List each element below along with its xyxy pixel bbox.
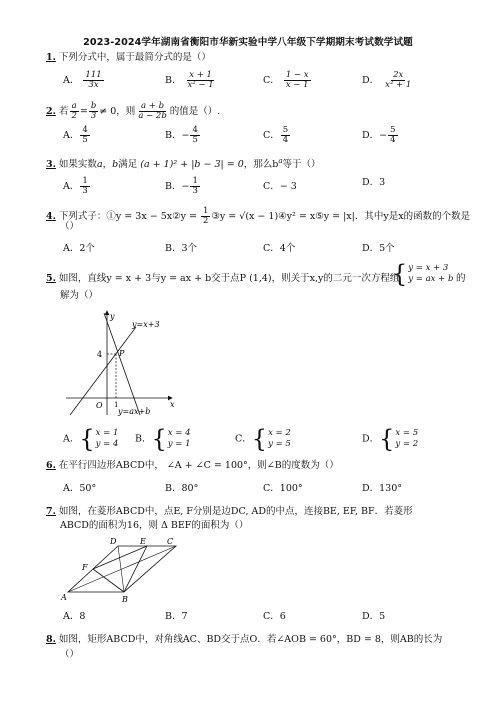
- option-letter: C．: [263, 130, 280, 141]
- option-letter: D．: [362, 75, 380, 86]
- x-axis-label: x: [170, 400, 175, 409]
- q5-graph: [60, 305, 180, 420]
- y-axis-label: y: [110, 312, 115, 321]
- option-letter: B．: [165, 243, 182, 254]
- question-text: 如图，在菱形ABCD中，点E, F分别是边DC, AD的中点，连接BE, EF, BF．若菱形: [58, 506, 413, 517]
- equation-row: y = x + 3: [408, 263, 449, 273]
- option-letter: C．: [263, 75, 280, 86]
- option-letter: A．: [63, 483, 80, 494]
- segment-ef: [93, 546, 147, 569]
- option-text: 4个: [279, 243, 296, 254]
- label-d: D: [110, 537, 117, 546]
- label-e: E: [140, 537, 146, 546]
- q3-option-b[interactable]: [165, 177, 201, 196]
- equation-system: { y = x + 3 y = ax + b: [392, 260, 454, 288]
- question-6: [46, 460, 339, 472]
- question-text: 等于（）: [282, 159, 321, 171]
- option-letter: C．: [263, 243, 280, 254]
- option-letter: A．: [63, 243, 80, 254]
- tick-label-x: 1: [114, 401, 119, 409]
- question-8-line-2: （）: [60, 649, 80, 660]
- q6-option-c[interactable]: [263, 483, 303, 495]
- question-8: [46, 634, 442, 646]
- q4-option-d[interactable]: [362, 243, 395, 255]
- tick-label-y: 4: [97, 350, 103, 359]
- question-text: 如果实数: [58, 159, 97, 171]
- q4-option-c[interactable]: [263, 243, 295, 255]
- question-5-end: 的: [456, 273, 466, 284]
- question-text: 满足: [118, 159, 138, 171]
- option-letter: D．: [362, 177, 380, 188]
- option-fraction: $\frac{4}{5}$: [192, 125, 198, 145]
- option-fraction: $\frac{111}{3x}$: [85, 70, 102, 90]
- segment-be: [124, 546, 147, 592]
- q3-option-d[interactable]: [362, 177, 385, 189]
- option-fraction: $\frac{1 - x}{x - 1}$: [285, 70, 309, 90]
- option-text: 6: [279, 611, 286, 622]
- question-number: 4.: [46, 211, 56, 222]
- fraction-expression: $\frac{a + b}{a - 2b}$: [138, 101, 167, 121]
- option-sign: −: [181, 130, 190, 141]
- variable-b: b: [112, 159, 119, 171]
- question-text: 下列分式中，属于最简分式的是（）: [58, 52, 211, 63]
- label-a: A: [61, 593, 67, 602]
- label-c: C: [167, 537, 174, 546]
- fraction-b-3: $\frac{b}{3}$: [90, 101, 97, 121]
- q3-option-a[interactable]: [63, 177, 91, 196]
- question-number: 3.: [46, 159, 56, 171]
- question-text: 在平行四边形ABCD中， ∠A + ∠C = 100°，则∠B的度数为（）: [58, 460, 339, 471]
- option-text: 3个: [181, 243, 198, 254]
- q6-option-a[interactable]: [63, 483, 96, 495]
- question-7-line-2: ABCD的面积为16，则 Δ BEF的面积为（）: [60, 520, 249, 531]
- point-p-label: P: [119, 349, 125, 358]
- equation-row: y = ax + b: [408, 274, 454, 284]
- label-f: F: [82, 563, 88, 572]
- page-title: 2023-2024学年湖南省衡阳市华新实验中学八年级下学期期末考试数学试题: [83, 37, 413, 48]
- option-text: 2个: [79, 243, 95, 254]
- label-b: B: [122, 595, 128, 604]
- option-fraction: $\frac{5}{4}$: [282, 125, 289, 145]
- option-fraction: $\frac{2x}{\text{x² + 1}}$: [385, 70, 412, 90]
- option-text: − 3: [279, 181, 297, 192]
- option-letter: B．: [165, 130, 182, 141]
- q4-option-b[interactable]: [165, 243, 197, 255]
- option-letter: C．: [263, 611, 280, 622]
- q6-option-d[interactable]: [362, 483, 402, 495]
- option-sign: −: [181, 181, 190, 192]
- question-5: [46, 273, 399, 285]
- option-fraction: $\frac{5}{4}$: [390, 125, 396, 145]
- q7-option-b[interactable]: [165, 611, 188, 623]
- option-text: 3: [379, 177, 386, 188]
- q1-option-a[interactable]: [63, 71, 105, 90]
- option-letter: D．: [362, 483, 380, 494]
- option-letter: D．: [362, 243, 380, 254]
- question-text: 如图，矩形ABCD中，对角线AC、BD交于点O．若∠AOB = 60°，BD = 8，则AB的长为: [58, 634, 443, 645]
- line-label-2: y=ax+b: [118, 407, 151, 416]
- question-text: 下列式子：①y = 3x − 5x②y =: [58, 211, 200, 222]
- segment-bf: [93, 569, 124, 592]
- comma: ，: [102, 159, 113, 171]
- question-5-line-2: 解为（）: [60, 290, 99, 301]
- line-label-1: y=x+3: [132, 320, 160, 329]
- q1-option-c[interactable]: [263, 71, 312, 90]
- option-letter: A．: [63, 75, 80, 86]
- option-sign: −: [379, 130, 388, 141]
- q2-option-d[interactable]: [362, 126, 399, 145]
- option-text: 80°: [181, 483, 199, 494]
- question-text: 若: [58, 106, 69, 117]
- fraction-a-2: $\frac{a}{2}$: [71, 101, 77, 121]
- question-4: [46, 207, 470, 226]
- question-number: 1.: [46, 52, 56, 63]
- option-letter: D．: [362, 433, 380, 445]
- option-letter: A．: [63, 433, 80, 445]
- q3-option-c[interactable]: [263, 181, 297, 193]
- question-number: 2.: [46, 106, 56, 117]
- q1-option-b[interactable]: [165, 71, 217, 90]
- option-letter: A．: [63, 130, 80, 141]
- question-4-line-2: （）: [60, 221, 80, 232]
- option-letter: B．: [165, 181, 182, 192]
- question-number: 5.: [46, 273, 56, 284]
- option-letter: B．: [165, 611, 182, 622]
- option-text: 50°: [79, 483, 97, 494]
- q7-option-c[interactable]: [263, 611, 286, 623]
- question-1: [46, 52, 211, 64]
- option-text: 100°: [279, 483, 303, 494]
- question-text: ③y = √(x − 1)④y² = x⑤y = |x|．其中y是x的函数的个数是: [211, 211, 471, 222]
- question-number: 7.: [46, 506, 56, 517]
- variable-a: a: [96, 159, 103, 171]
- diagonal-bd: [118, 546, 124, 592]
- option-letter: D．: [362, 611, 380, 622]
- q2-option-c[interactable]: [263, 126, 291, 145]
- option-letter: B．: [165, 75, 182, 86]
- q5-option-d[interactable]: D． { x = 5 y = 2: [362, 425, 419, 453]
- question-text: ≠ 0，则: [99, 106, 136, 117]
- option-letter: A．: [63, 611, 80, 622]
- q5-option-a[interactable]: A． { x = 1 y = 4: [63, 425, 119, 453]
- q7-option-a[interactable]: [63, 611, 85, 623]
- equals-sign: =: [79, 106, 88, 117]
- question-number: 8.: [46, 634, 56, 645]
- q4-option-a[interactable]: [63, 243, 95, 255]
- option-letter: B．: [135, 433, 152, 445]
- q7-rhombus-figure: [60, 536, 190, 604]
- q7-option-d[interactable]: [362, 611, 385, 623]
- question-number: 6.: [46, 460, 56, 471]
- equation: (a + 1)² + |b − 3| = 0: [140, 159, 244, 171]
- option-letter: C．: [263, 181, 280, 192]
- q1-option-d[interactable]: [362, 71, 414, 90]
- option-fraction: $\frac{4}{5}$: [82, 125, 88, 145]
- question-text: 的值是（）.: [169, 106, 221, 117]
- question-7: [46, 506, 413, 518]
- option-letter: C．: [235, 433, 252, 445]
- option-fraction: $\frac{x + 1}{\text{x² − 1}}$: [187, 70, 214, 90]
- option-letter: A．: [63, 181, 80, 192]
- option-letter: C．: [263, 483, 280, 494]
- option-letter: D．: [362, 130, 380, 141]
- q5-option-b[interactable]: B． { x = 4 y = 1: [135, 425, 191, 453]
- option-text: 5个: [379, 243, 395, 254]
- option-fraction: $\frac{1}{3}$: [192, 176, 198, 196]
- q5-option-c[interactable]: C． { x = 2 y = 5: [235, 425, 291, 453]
- exponent: a: [278, 157, 283, 165]
- option-text: 7: [181, 611, 188, 622]
- line-y-x-plus-3: [70, 327, 136, 415]
- origin-label: O: [96, 401, 103, 410]
- question-text: ，那么b: [243, 159, 279, 171]
- option-text: 8: [79, 611, 86, 622]
- question-3: [46, 155, 321, 171]
- question-text: 如图，直线y = x + 3与y = ax + b交于点P (1,4)，则关于x,y的二元一次方程组: [58, 273, 400, 284]
- fraction-one-half: $\frac{1}{2}$: [202, 206, 209, 226]
- question-2: [46, 102, 220, 121]
- q2-option-b[interactable]: [165, 126, 201, 145]
- option-letter: B．: [165, 483, 182, 494]
- option-text: 5: [379, 611, 386, 622]
- option-fraction: $\frac{1}{3}$: [82, 176, 88, 196]
- q2-option-a[interactable]: [63, 126, 91, 145]
- q6-option-b[interactable]: [165, 483, 198, 495]
- option-text: 130°: [379, 483, 403, 494]
